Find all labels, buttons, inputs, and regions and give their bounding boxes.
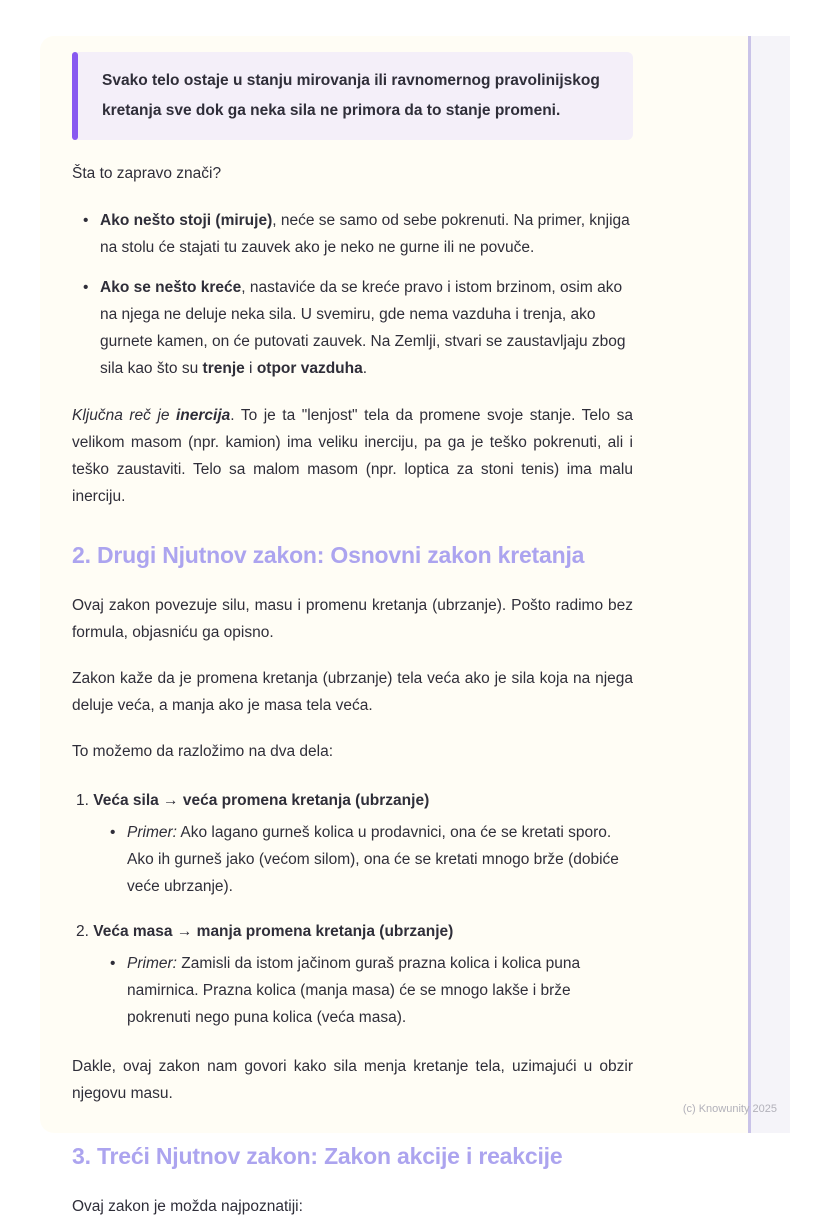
- example-label: Primer:: [127, 824, 177, 841]
- bullet2-rest1: , nastaviće da se kreće pravo i istom brzinom, osim ako na njega ne deluje neka sila. U svemiru, gde nema vazduha i trenja, ako gurnete kamen, on će putovati zauvek. Na Zemlji, stvari se zaustavljaju zbog sila kao što su: [100, 279, 626, 377]
- list-item: [72, 274, 633, 382]
- inertia-italic-lead: Ključna reč je: [72, 407, 176, 424]
- section-heading-second-law: 2. Drugi Njutnov zakon: Osnovni zakon kretanja: [72, 542, 585, 568]
- bullet2-bold-airresistance: otpor vazduha: [256, 360, 363, 377]
- page-content: [40, 36, 748, 1215]
- law-quote-callout: [72, 52, 633, 140]
- second-law-paragraph-3: To možemo da razložimo na dva dela:: [72, 743, 334, 760]
- law-quote-text: Svako telo ostaje u stanju mirovanja ili ravnomernog pravolinijskog kretanja sve dok ga neka sila ne primora da to stanje promeni.: [102, 72, 600, 119]
- third-law-intro: Ovaj zakon je možda najpoznatiji:: [72, 1198, 303, 1215]
- numbered-item-1: [72, 787, 633, 900]
- document-page: [40, 36, 790, 1215]
- question-paragraph: Šta to zapravo znači?: [72, 165, 222, 182]
- inertia-paragraph: [72, 402, 633, 510]
- list-item: [72, 207, 633, 261]
- second-law-paragraph-2: Zakon kaže da je promena kretanja (ubrzanje) tela veća ako je sila koja na njega deluje veća, a manja ako je masa tela veća.: [72, 670, 633, 714]
- numbered-item-2-example: [72, 950, 633, 1031]
- item-title: Veća masa → manja promena kretanja (ubrzanje): [93, 923, 454, 940]
- example-label: Primer:: [127, 955, 177, 972]
- second-law-conclusion: Dakle, ovaj zakon nam govori kako sila menja kretanje tela, uzimajući u obzir njegovu masu.: [72, 1058, 633, 1102]
- second-law-paragraph-1: Ovaj zakon povezuje silu, masu i promenu kretanja (ubrzanje). Pošto radimo bez formula, objasniću ga opisno.: [72, 597, 633, 641]
- item-title: Veća sila → veća promena kretanja (ubrzanje): [93, 792, 430, 809]
- item-number: 1.: [76, 792, 89, 809]
- bullet2-rest2: i: [244, 360, 257, 377]
- bullet2-rest3: .: [362, 360, 368, 377]
- section-heading-third-law: 3. Treći Njutnov zakon: Zakon akcije i reakcije: [72, 1143, 563, 1169]
- numbered-item-2: [72, 918, 633, 1031]
- inertia-keyword: inercija: [176, 407, 231, 424]
- numbered-item-1-example: [72, 819, 633, 900]
- second-law-numbered-list: [72, 787, 633, 1031]
- bullet1-bold-lead: Ako nešto stoji (miruje): [100, 212, 273, 229]
- example-text: Zamisli da istom jačinom guraš prazna kolica i kolica puna namirnica. Prazna kolica (manja masa) će se mnogo lakše i brže pokrenuti nego puna kolica (veća masa).: [127, 955, 581, 1026]
- item-number: 2.: [76, 923, 89, 940]
- example-text: Ako lagano gurneš kolica u prodavnici, ona će se kretati sporo. Ako ih gurneš jako (većom silom), ona će se kretati mnogo brže (dobiće veće ubrzanje).: [127, 824, 619, 895]
- bullet1-rest: , neće se samo od sebe pokrenuti. Na primer, knjiga na stolu će stajati tu zauvek ako je neko ne gurne ili ne povuče.: [100, 212, 630, 256]
- bullet2-bold-friction: trenje: [202, 360, 245, 377]
- inertia-rest: . To je ta "lenjost" tela da promene svoje stanje. Telo sa velikom masom (npr. kamion) ima veliku inerciju, pa ga je teško pokrenuti, ali i teško zaustaviti. Telo sa malom masom (npr. loptica za stoni tenis) ima malu inerciju.: [72, 407, 633, 505]
- bullet2-bold-lead: Ako se nešto kreće: [100, 279, 242, 296]
- numbered-item-1-title: [72, 787, 633, 814]
- numbered-item-2-title: [72, 918, 633, 945]
- next-page-edge: [748, 36, 790, 1133]
- first-law-bullet-list: [72, 207, 633, 382]
- copyright-watermark: (c) Knowunity 2025: [682, 1103, 777, 1115]
